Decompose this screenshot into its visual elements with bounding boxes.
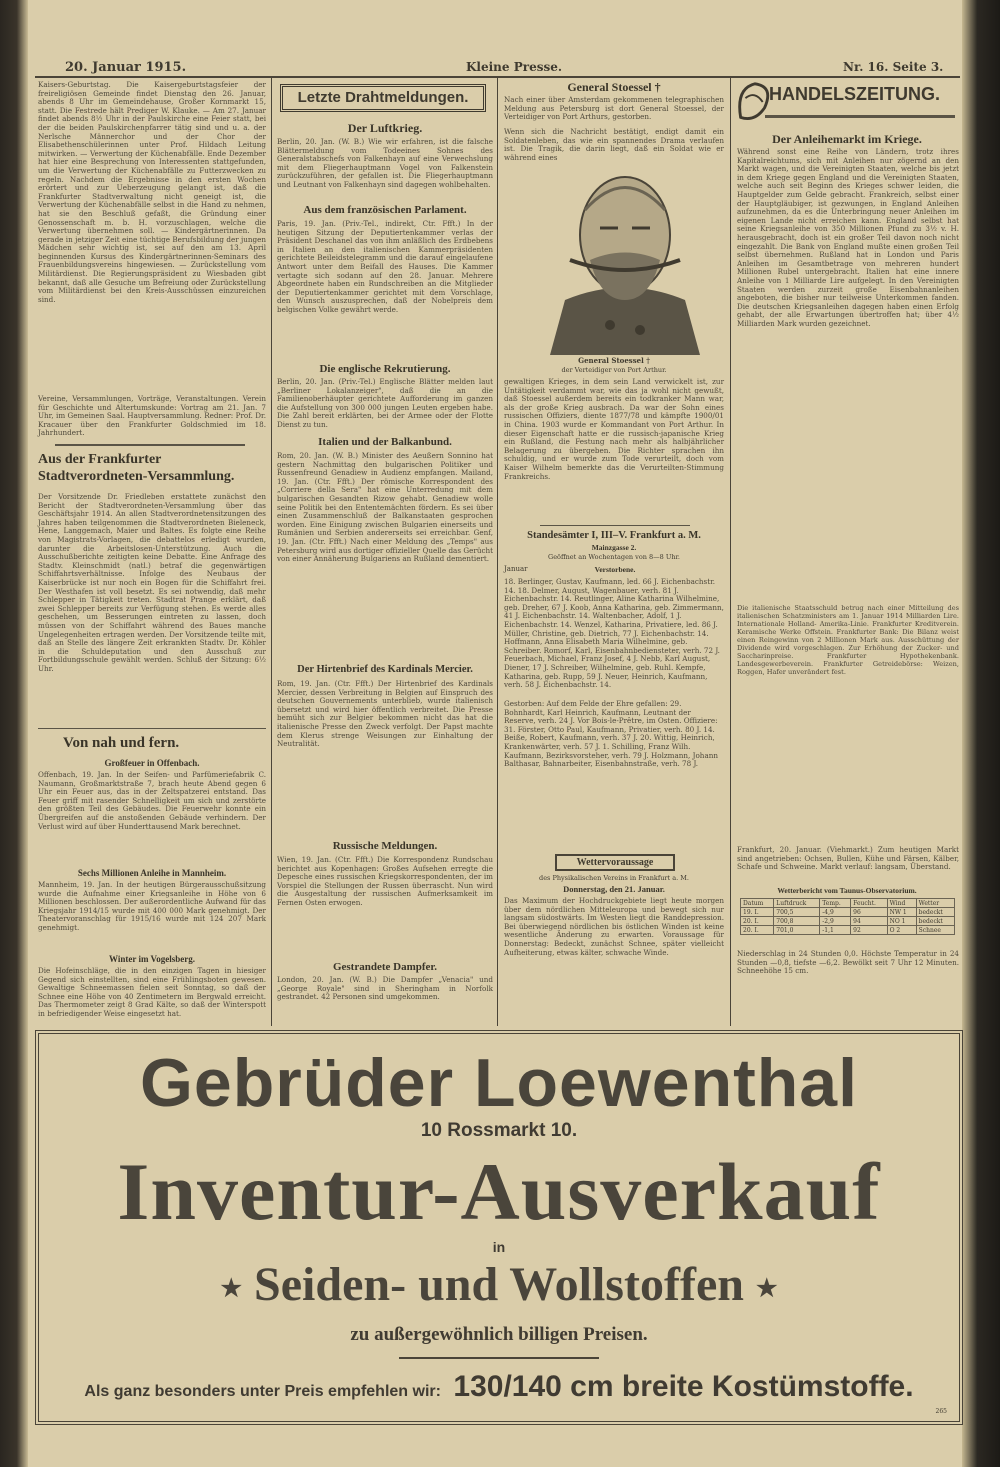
divider xyxy=(55,444,245,446)
month-label: Januar xyxy=(504,565,528,573)
star-icon: ★ xyxy=(220,1275,243,1302)
weather-forecast-source: des Physikalischen Vereins in Frankfurt a. M. xyxy=(539,874,689,882)
section-heading: Von nah und fern. xyxy=(63,735,180,751)
article-heading: Die englische Rekrutierung. xyxy=(319,363,451,375)
page-number: Nr. 16. Seite 3. xyxy=(843,60,944,74)
handelszeitung-banner xyxy=(735,79,960,127)
divider xyxy=(38,728,266,729)
weather-report-heading: Wetterbericht vom Taunus-Observatorium. xyxy=(777,886,917,895)
article-text: Rom, 19. Jan. (Ctr. Ffft.) Der Hirtenbrief des Kardinals Mercier, dessen Verbreitung in Belgien auf Einspruch des deutschen Gouvernements unterblieb, wurde italienisch übersetzt und wird hier öffentlich verbreitet. Die Presse bemüht sich zur Belgier bekommen nicht das hat die italienische Presse den Zweck verfolgt. Der Papst machte dem Klerus strenge Weisungen zur Einhaltung der Neutralität. xyxy=(277,679,493,749)
weather-table-cell: bedeckt xyxy=(916,908,954,917)
article-text: Die Hofeinschläge, die in den einzigen Tagen in hiesiger Gegend sich einstellten, sind eine Frühlingsboten gewesen. Gewaltige Schneemassen fielen seit Sonntag, so daß der Schnee eine Höhe von 40 Zentimetern im Bergwald erreicht. Das Thermometer zeigt 8 Grad Kälte, so daß der Winterspott in befriedigender Weise eingesetzt hat. xyxy=(38,966,266,1018)
weather-table-cell: Luftdruck xyxy=(774,899,820,908)
cattle-market-text: Frankfurt, 20. Januar. (Viehmarkt.) Zum heutigen Markt sind angetrieben: Ochsen, Bullen, Kühe und Färsen, Kälber, Schafe und Schweine. Markt verlauf: langsam, Überstand. xyxy=(737,845,959,872)
weather-table-cell: bedeckt xyxy=(916,917,954,926)
weather-table-row xyxy=(741,917,955,926)
article-heading: Der Luftkrieg. xyxy=(347,121,423,135)
weather-table-cell: -4,9 xyxy=(820,908,851,917)
deaths-heading: Verstorbene. xyxy=(594,565,636,574)
ad-offer-line xyxy=(39,1370,959,1409)
registry-heading: Standesämter I, III–V. Frankfurt a. M. xyxy=(527,530,701,541)
article-heading: Italien und der Balkanbund. xyxy=(318,436,452,448)
weather-table-row xyxy=(741,926,955,935)
article-text: Berlin, 20. Jan. (W. B.) Wie wir erfahren, ist die falsche Blättermeldung vom Todeeines Sohnes des Generalstabschefs von Falkenhayn auf eine Verwechslung mit dem Fliegerhauptmann Vogel von Falkenstein zurückzuführen, der gefallen ist. Die Fliegerhauptmann und Leutnant von Falkenhayn sind dagegen wohlbehalten. xyxy=(277,137,493,189)
ad-offer-intro: Als ganz besonders unter Preis empfehlen wir: xyxy=(84,1383,441,1400)
ad-divider xyxy=(399,1357,599,1359)
deaths-list: 18. Berlinger, Gustav, Kaufmann, led. 66 J. Eichenbachstr. 14. 18. Delmer, August, Wagenbauer, verh. 81 J. Eichenbachstr. 14. Reutlinger, Aline Katharina Wilhelmine, geb. Dreher, 67 J. Koob, Anna Katharina, geb. Zimmermann, 41 J. Eichenbachstr. 14. Waltenbacher, Adolf, 1 J. Eichenbachstr. 14. Wenzel, Katharina, Privatiere, led. 86 J. Müller, Christine, geb. Dietrich, 77 J. Eichenbachstr. 14. Hoffmann, Anna Elisabeth Maria Wilhelmine, geb. Schreiber. Romorf, Karl, Eisenbahnbediensteter, verh. 72 J. Feuerbach, Michael, Franz Josef, 4 J. Nebb, Karl August, Diener, 17 J. Schreiber, Wilhelmine, geb. Ruhl. Kempfe, Katharina, geb. Rupp, 59 J. Neuer, Heinrich, Kaufmann, verh. 58 J. Eichenbachstr. 14. xyxy=(504,577,724,690)
paper-name: Kleine Presse. xyxy=(466,60,563,74)
portrait-caption-sub: der Verteidiger von Port Arthur. xyxy=(561,366,667,374)
registry-hours: Geöffnet an Wochentagen von 8—8 Uhr. xyxy=(548,553,680,561)
ad-headline: Inventur-Ausverkauf xyxy=(117,1146,881,1237)
article-heading: Sechs Millionen Anleihe in Mannheim. xyxy=(77,868,227,878)
weather-report-text: Niederschlag in 24 Stunden 0,0. Höchste Temperatur in 24 Stunden —0,8, tiefste —6,2. Bewölkt seit 7 Uhr 12 Minuten. Schneehöhe 15 cm. xyxy=(737,949,959,976)
article-text: Rom, 20. Jan. (W. B.) Minister des Aeußern Sonnino hat gestern Nachmittag den bulgarischen Politiker und Russenfreund Genadiew in Audienz empfangen. Mailand, 19. Jan. (Ctr. Ffft.) Der römische Korrespondent des „Corriere della Sera" hat eine Unterredung mit dem bulgarischen Gesandten Rizow gehabt. Genadiew wolle seine Politik bei den Ententemächten fördern. Es sei über einen Zusammenschluß der Balkanstaaten gesprochen worden. Eine Einigung zwischen Bulgarien einerseits und Rumänien und Serbien andererseits sei erreichbar. Genf, 19. Jan. (Ctr. Ffft.) Nach einer Meldung des „Temps" aus Petersburg wird aus dortiger offizieller Quelle das Gerücht von einer Annäherung Bulgariens an Rußland dementiert. xyxy=(277,451,493,564)
ad-goods-line xyxy=(39,1258,959,1316)
local-news-text: Kaisers-Geburtstag. Die Kaisergeburtstagsfeier der freireligiösen Gemeinde findet Dienstag den 26. Januar, abends 8 Uhr im Gemeindehause, Großer Kornmarkt 15, statt. Die Festrede hält Prediger W. Klauke. — Am 27. Januar findet abends 8½ Uhr in der Paulskirche eine Feier statt, bei der die beiden Paulskirchenpfarrer tätig sind und u. a. der Nerlsche Männerchor und der Chor der Elisabethenschülerinnen unter Prof. Hildach Leitung mitwirken. — Verwertung der Küchenabfälle. Ende Dezember hat hier eine Besprechung von Interessenten stattgefunden, um die Verwertung der Küchenabfälle zu Futterzwecken zu regeln. Nachdem die Ergebnisse in den ersten Wochen erörtert und zur Ueberzeugung gelangt ist, daß die Frankfurter Stadtverwaltung nicht geneigt ist, die Verwertung der Küchenabfälle selbst in die Hand zu nehmen, hat sie den Beschluß gefaßt, die Gründung einer Genossenschaft m. b. H. vorzuschlagen, welche die Verwertung übernehmen soll. — Kindergärtnerinnen. Da gerade in jetziger Zeit eine tüchtige Berufsbildung der jungen Mädchen sehr wichtig ist, sei auf den am 13. April beginnenden Kursus des Kindergärtnerinnen-Seminars des Frauenbildungsvereins hingewiesen. — Zurückstellung vom Militärdienst. Die Regierungspräsident zu Wiesbaden gibt bekannt, daß alle Gesuche um Befreiung oder Zurückstellung vom Militärdienst bei den Kreis-Ausschüssen einzureichen sind. xyxy=(38,80,266,304)
fallen-list: Gestorben: Auf dem Felde der Ehre gefallen: 29. Bohnhardt, Karl Heinrich, Kaufmann, Leutnant der Reserve, verh. 24 J. Vor Bois-le-Prêtre, im Osten. Offiziere: 31. Förster, Otto Paul, Kaufmann, Privatier, verh. 80 J. 14. Beiße, Robert, Kaufmann, verh. 37 J. 20. Wittig, Heinrich, Krankenwärter, verh. 57 J. 1. Schilling, Franz Wilh. Kaufmann, Bezirksvorsteher, verh. 79 J. Holzmann, Johann Balthasar, Bahnarbeiter, Eisenbahnstraße, verh. 78 J. xyxy=(504,699,718,769)
ad-company: Gebrüder Loewenthal xyxy=(140,1045,858,1121)
article-text: Nach einer über Amsterdam gekommenen telegraphischen Meldung aus Petersburg ist dort General Stoessel, der Verteidiger von Port Arthurs, gestorben. xyxy=(504,95,724,122)
weather-table-cell: Datum xyxy=(741,899,774,908)
weather-forecast-heading: Wettervoraussage xyxy=(555,854,675,871)
article-text: Wien, 19. Jan. (Ctr. Ffft.) Die Korrespondenz Rundschau berichtet aus Kopenhagen: Großes Aufsehen erregte die Depesche eines russischen Kriegskorrespondenten, der im Vorspiel die Stellungen der Russen überrascht. Nun wird die Ausgestaltung der russischen Aufmerksamkeit im Fernen Osten erwogen. xyxy=(277,855,493,907)
club-notices: Vereine, Versammlungen, Vorträge, Veranstaltungen. Verein für Geschichte und Altertumskunde: Vortrag am 21. Jan. 7 Uhr, im Gemeinen Saal. Hauptversammlung. Redner: Prof. Dr. Kracauer über den Frankfurter Goldschmied im 18. Jahrhundert. xyxy=(38,394,266,438)
banner-rule xyxy=(765,115,955,118)
weather-table-cell: 700,8 xyxy=(774,917,820,926)
issue-date: 20. Januar 1915. xyxy=(65,60,187,75)
weather-table-cell: Temp. xyxy=(820,899,851,908)
ad-tagline: zu außergewöhnlich billigen Preisen. xyxy=(350,1324,648,1345)
article-text: Berlin, 20. Jan. (Priv.-Tel.) Englische Blätter melden laut „Berliner Lokalanzeiger", daß die an die Familienoberhäupter gerichtete Aufforderung im ganzen die Aufstellung von 300 000 jungen Leuten ergeben habe. Die Zahl bereit erklärten, bei der Armee oder der Flotte Dienst zu tun. xyxy=(277,377,493,429)
article-heading: Der Anleihemarkt im Kriege. xyxy=(772,132,922,146)
weather-table-row xyxy=(741,899,955,908)
weather-table-cell: -2,9 xyxy=(820,917,851,926)
latest-telegrams-box: Letzte Drahtmeldungen. xyxy=(280,84,486,112)
portrait-caption-name: General Stoessel † xyxy=(578,356,650,365)
section-title: HANDELSZEITUNG. xyxy=(769,84,940,104)
registry-address: Mainzgasse 2. xyxy=(591,543,637,552)
article-heading: Gestrandete Dampfer. xyxy=(332,961,438,973)
weather-table-cell: 94 xyxy=(851,917,887,926)
weather-table-cell: Wetter xyxy=(916,899,954,908)
article-heading: Winter im Vogelsberg. xyxy=(109,954,195,964)
book-binding-left xyxy=(0,0,28,1467)
article-heading: Aus der Frankfurter Stadtverordneten-Versammlung. xyxy=(38,452,235,484)
loewenthal-advertisement xyxy=(35,1030,963,1425)
weather-table-cell: NW 1 xyxy=(887,908,916,917)
weather-table-cell: 96 xyxy=(851,908,887,917)
weather-table-cell: 20. I. xyxy=(741,917,774,926)
divider xyxy=(540,525,690,526)
weather-table-cell: 92 xyxy=(851,926,887,935)
market-news: Die italienische Staatsschuld betrug nach einer Mitteilung des italienischen Schatzministers am 1. Januar 1914 Milliarden Lire. Internationale Holland- Amerika-Linie. Frankfurter Kreditverein. Keramische Werke Offstein. Frankfurter Bank: Die Bilanz weist einen Reingewinn von 2 Millionen Mark aus. Ausschüttung der Dividende wird vorgeschlagen. Zur Erhöhung der Zucker- und Saccharinpreise. Frankfurter Hypothekenbank. Landesgewerbeverein. Frankfurter Getreidebörse: Weizen, Roggen, Hafer unverändert fest. xyxy=(737,604,959,676)
forecast-text: Das Maximum der Hochdruckgebiete liegt heute morgen über dem nördlichen Mitteleuropa und bewegt sich nur langsam südostwärts. Im Westen liegt die Randdepression. Bei überwiegend nördlichen bis östlichen Winden ist keine wesentliche Änderung zu erwarten. Voraussage für Donnerstag: Bedeckt, zunächst Schnee, später vielleicht Aufheiterung, etwas kälter, schwache Winde. xyxy=(504,896,724,957)
weather-table-row xyxy=(741,908,955,917)
weather-table xyxy=(740,898,955,935)
book-binding-right xyxy=(962,0,1000,1467)
ad-offer: 130/140 cm breite Kostümstoffe. xyxy=(453,1370,914,1403)
weather-table-cell: Schnee xyxy=(916,926,954,935)
ad-goods: Seiden- und Wollstoffen xyxy=(254,1258,744,1311)
article-heading: General Stoessel † xyxy=(567,80,661,94)
weather-table-cell: Wind xyxy=(887,899,916,908)
ad-address: 10 Rossmarkt 10. xyxy=(420,1120,578,1141)
weather-table-cell: Feucht. xyxy=(851,899,887,908)
article-text: Während sonst eine Reihe von Ländern, trotz ihres Kapitalreichtums, sich mit Anleihen nur zögernd an den Markt wagen, und die Vereinigten Staaten, welche bis jetzt in dem Kriege gegen England und die Vereinigten Staaten, welche auch seit Beginn des Krieges schwer leiden, die Hauptgelder zum Gelde gebracht. Frankreich, selbst einer der Hauptgläubiger, ist gezwungen, in England Anleihen aufzunehmen, da es die Unterbringung neuer Anleihen im eigenen Lande nicht erreichen kann. England selbst hat seine Kriegsanleihe von 350 Millionen Pfund zu 3½ v. H. herausgebracht, doch ist ein großer Teil davon noch nicht eingezahlt. Die Bank von England mußte einen großen Teil selbst übernehmen. Rußland hat in London und Paris Anleihen im Gesamtbetrage von mehreren hundert Millionen Rubel untergebracht. Italien hat eine innere Anleihe von 1 Milliarde Lire aufgelegt. In den Vereinigten Staaten werden zurzeit große Eisenbahnanleihen angeboten, die bisher nur teilweise Unterkommen fanden. Die deutschen Kriegsanleihen dagegen haben einen Erfolg gehabt, der alle Erwartungen übertroffen hat; über 4½ Milliarden Mark wurden gezeichnet. xyxy=(737,147,959,328)
weather-table-cell: -1,1 xyxy=(820,926,851,935)
weather-table-cell: 700,5 xyxy=(774,908,820,917)
weather-table-cell: 19. I. xyxy=(741,908,774,917)
column-divider xyxy=(497,78,498,1026)
article-heading: Russische Meldungen. xyxy=(332,840,438,852)
weather-table-cell: 20. I. xyxy=(741,926,774,935)
article-heading: Der Hirtenbrief des Kardinals Mercier. xyxy=(297,664,473,675)
weather-table-cell: NO 1 xyxy=(887,917,916,926)
article-text: Offenbach, 19. Jan. In der Seifen- und Parfümeriefabrik C. Naumann, Großmarktstraße 7, brach heute Abend gegen 6 Uhr ein Feuer aus, das in der Zeltspatzerei entstand. Das Feuer griff mit rasender Schnelligkeit um sich und zerstörte den größten Teil des Gebäudes. Die Feuerwehr konnte ein Übergreifen auf die anstoßenden Gebäude verhindern. Der Verlust wird auf über Hunderttausend Mark berechnet. xyxy=(38,770,266,831)
article-text: Paris, 19. Jan. (Priv.-Tel., indirekt, Ctr. Ffft.) In der heutigen Sitzung der Deputiertenkammer verlas der Präsident Deschanel das von ihm anläßlich des Erdbebens in Italien an den italienischen Kammerpräsidenten gerichtete Beileidstelegramm und die darauf eingelaufene Antwort unter dem Beifall des Hauses. Die Kammer vertagte sich sodann auf den 28. Januar. Mehrere Abgeordnete haben ein Rundschreiben an die Mitglieder der Deputiertenkammer gerichtet mit dem Vorschlage, den Wunsch auszusprechen, daß der Nobelpreis dem belgischen Volke gewährt werde. xyxy=(277,219,493,314)
forecast-date: Donnerstag, den 21. Januar. xyxy=(563,884,665,894)
column-divider xyxy=(730,78,731,1026)
column-divider xyxy=(271,78,272,1026)
article-text: gewaltigen Krieges, in dem sein Land verwickelt ist, zur Untätigkeit verdammt war, wie das ja wohl nicht gewußt, daß Stoessel außerdem bereits ein todkranker Mann war, als der große Krieg ausbrach. Da war der Sohn eines russischen Offiziers, diente 1877/78 und kämpfte 1900/01 in China. 1903 wurde er Kommandant von Port Arthur. In dieser Eigenschaft hatte er die russisch-japanische Krieg ein Rußland, die Festung nach mehr als halbjährlicher Belagerung zu übergeben. Die Richter sprachen ihn schuldig, und er wurde zum Tode verurteilt, doch vom Kaiser Wilhelm bemerkte das die Verurteilten-Stimmung Frankreichs. xyxy=(504,377,724,481)
article-text: Mannheim, 19. Jan. In der heutigen Bürgerausschußsitzung wurde die Aufnahme einer Kriegsanleihe in Höhe von 6 Millionen beschlossen. Der außerordentliche Aufwand für das Kriegsjahr 1914/15 wurde mit 400 000 Mark genehmigt. Der Theatervoranschlag für 1915/16 wurde mit 124 207 Mark genehmigt. xyxy=(38,880,266,932)
article-text: London, 20. Jan. (W. B.) Die Dampfer „Venacia" und „George Royale" sind in Sheringham in Norfolk gestrandet. 42 Personen sind umgekommen. xyxy=(277,975,493,1002)
article-heading: Aus dem französischen Parlament. xyxy=(303,204,467,216)
ad-code: 265 xyxy=(935,1408,947,1415)
general-stoessel-portrait xyxy=(530,150,720,355)
weather-table-cell: 701,0 xyxy=(774,926,820,935)
star-icon: ★ xyxy=(755,1275,778,1302)
article-heading: Großfeuer in Offenbach. xyxy=(104,758,200,768)
article-text: Der Vorsitzende Dr. Friedleben erstattete zunächst den Bericht der Stadtverordneten-Versammlung über das Geschäftsjahr 1914. An allen Stadtverordnetensitzungen des Jahres haben teilgenommen die Stadtverordneten Bieleneck, Hene, Langgemach, Maier und Baltes. Es folgte eine Reihe von Magistrats-Vorlagen, die debattelos erledigt wurden, darunter die Arbeitslosen-Unterstützung. Auch die Ausschußberichte zeitigten keine Debatte. Eine Anfrage des Stadtv. Kleinschmidt (natl.) betraf die gegenwärtigen Schiffahrtsverhältnisse. Infolge des Neubaus der Kaiserbrücke ist nur noch ein Bogen für die Schiffahrt frei. Der Westhafen ist voll besetzt. Es sei notwendig, daß mehr Schlepper in Tätigkeit treten. Stadtrat Prange erklärt, daß zwei Schlepper bereits zur Verfügung stehen. Es werde alles geschehen, um Besserungen eintreten zu lassen, doch müssen von der Schiffahrt während des Baues manche Ungelegenheiten ertragen werden. Der Vorsitzende teilte mit, daß an Stelle des längere Zeit erkrankten Stadtv. Dr. Köhler in die Schuldeputation und den Ausschuß zur Fortbildungsschule gewählt werden. Schluß der Sitzung: 6½ Uhr. xyxy=(38,492,266,673)
article-text: Wenn sich die Nachricht bestätigt, endigt damit ein Soldatenleben, das wie ein spannendes Drama verlaufen ist. Die Tragik, die darin liegt, daß ein Soldat wie er während eines xyxy=(504,127,724,162)
ad-in: in xyxy=(492,1239,506,1255)
weather-table-cell: O 2 xyxy=(887,926,916,935)
